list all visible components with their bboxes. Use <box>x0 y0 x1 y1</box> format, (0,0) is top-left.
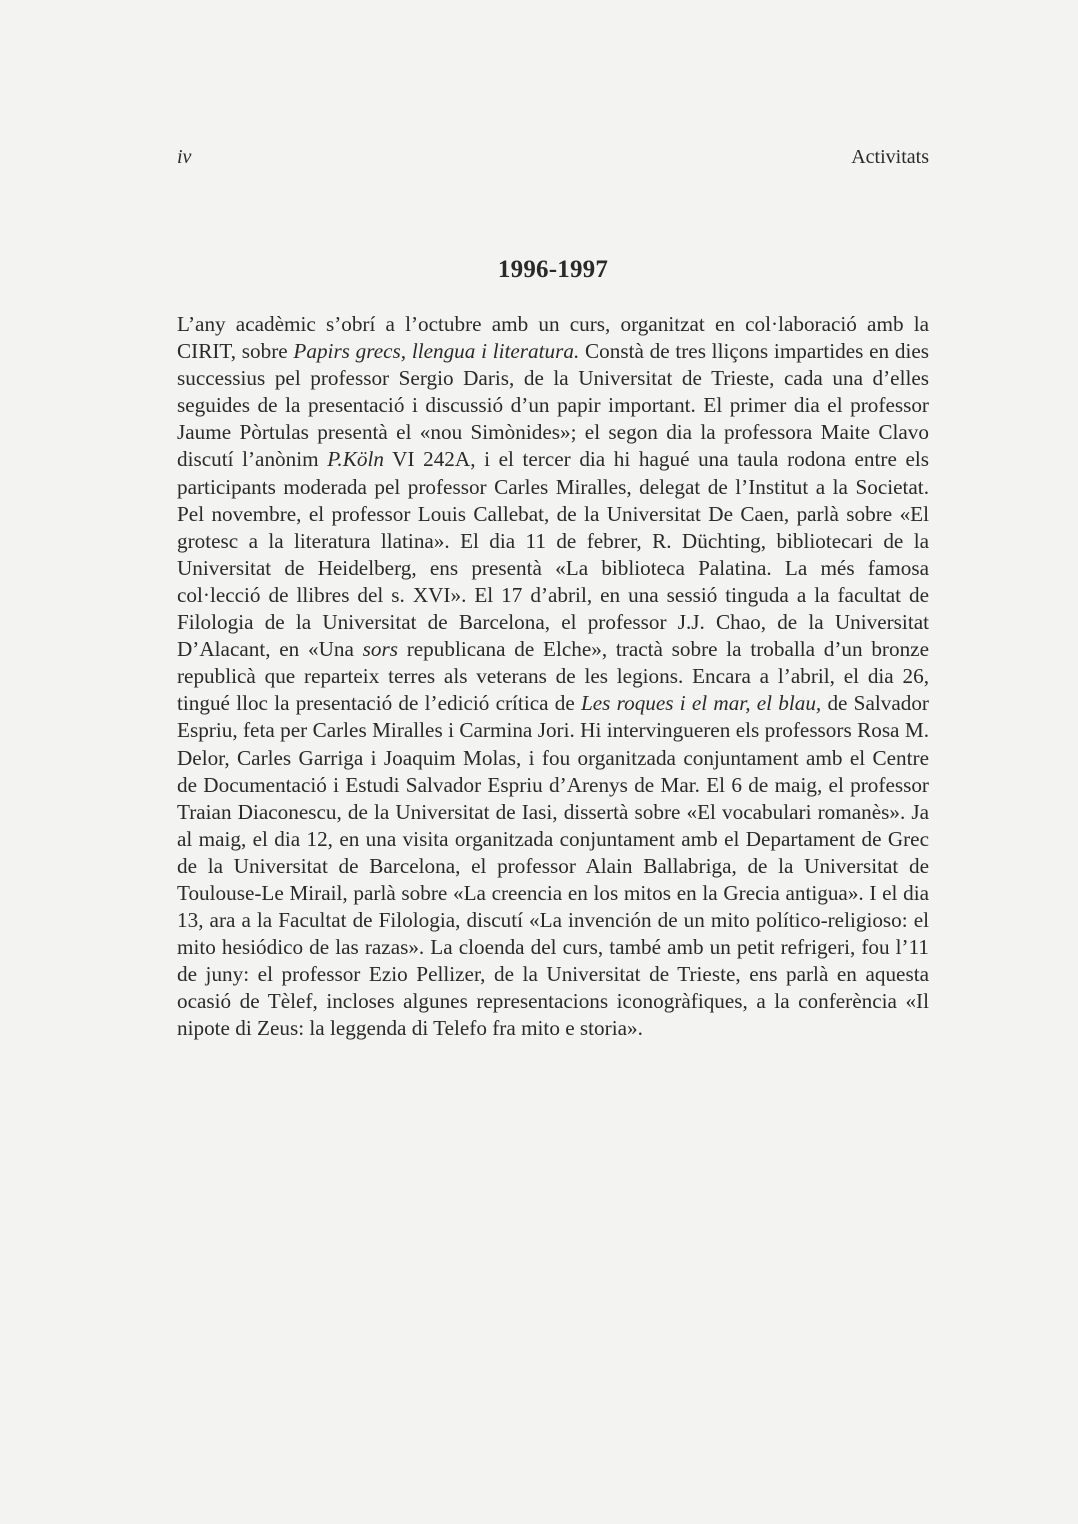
running-head: Activitats <box>851 146 929 168</box>
paragraph-segment-italic: Les roques i el mar, el blau, <box>580 691 822 716</box>
paragraph-segment-italic: Papirs grecs, llengua i literatura. <box>293 339 580 364</box>
paragraph-segment: Constà de tres lliçons impartides en dies successius pel professor Sergio Daris, de la Universitat de Trieste, cada una d’elles seguides de la presentació i discussió d’un papir important. El primer dia el professor Jaume Pòrtulas presentà el «nou Simònides»; el segon dia la professora Maite Clavo discutí l’anònim <box>177 339 929 472</box>
paragraph-segment: L’any acadèmic s’obrí a l’octubre amb un curs, organitzat en col·laboració amb la CIRIT, sobre <box>177 312 929 364</box>
paragraph-segment: republicana de Elche», tractà sobre la troballa d’un bronze republicà que reparteix terres als veterans de les legions. Encara a l’abril, el dia 26, tingué lloc la presentació de l’edició crítica de <box>177 637 929 716</box>
paragraph-segment: VI 242A, i el tercer dia hi hagué una taula rodona entre els participants moderada pel professor Carles Miralles, delegat de l’Institut a la Societat. Pel novembre, el professor Louis Callebat, de la Universitat De Caen, parlà sobre «El grotesc a la literatura llatina». El dia 11 de febrer, R. Düchting, bibliotecari de la Universitat de Heidelberg, ens presentà «La biblioteca Palatina. La més famosa col·lecció de llibres del s. XVI». El 17 d’abril, en una sessió tinguda a la facultat de Filologia de la Universitat de Barcelona, el professor J.J. Chao, de la Universitat D’Alacant, en «Una <box>177 447 929 662</box>
paragraph-segment-italic: P.Köln <box>327 447 384 472</box>
section-title: 1996-1997 <box>497 256 609 283</box>
paragraph-segment-italic: sors <box>362 637 398 662</box>
body-paragraph <box>177 311 929 1043</box>
page-number: iv <box>177 146 192 168</box>
paragraph-segment: de Salvador Espriu, feta per Carles Miralles i Carmina Jori. Hi intervingueren els professors Rosa M. Delor, Carles Garriga i Joaquim Molas, i fou organitzada conjuntament amb el Centre de Documentació i Estudi Salvador Espriu d’Arenys de Mar. El 6 de maig, el professor Traian Diaconescu, de la Universitat de Iasi, dissertà sobre «El vocabulari romanès». Ja al maig, el dia 12, en una visita organitzada conjuntament amb el Departament de Grec de la Universitat de Barcelona, el professor Alain Ballabriga, de la Universitat de Toulouse-Le Mirail, parlà sobre «La creencia en los mitos en la Grecia antigua». I el dia 13, ara a la Facultat de Filologia, discutí «La invención de un mito político-religioso: el mito hesiódico de las razas». La cloenda del curs, també amb un petit refrigeri, fou l’11 de juny: el professor Ezio Pellizer, de la Universitat de Trieste, ens parlà en aquesta ocasió de Tèlef, incloses algunes representacions iconogràfiques, a la conferència «Il nipote di Zeus: la leggenda di Telefo fra mito e storia». <box>177 691 929 1041</box>
page-header <box>177 146 929 176</box>
